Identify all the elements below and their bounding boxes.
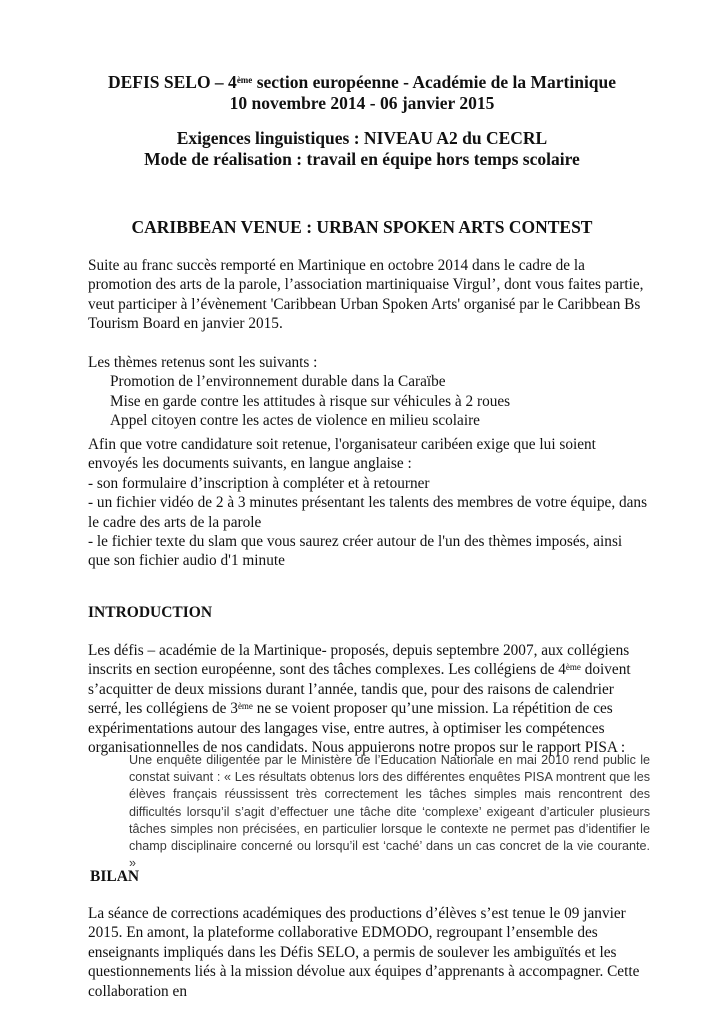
document-item: - un fichier vidéo de 2 à 3 minutes présentant les talents des membres de votre équipe, dans le cadre des arts de la parole [88, 494, 648, 531]
document-item: - son formulaire d’inscription à compléter et à retourner [88, 474, 430, 492]
document-title [0, 72, 724, 93]
themes-block [88, 353, 648, 431]
theme-item: Appel citoyen contre les actes de violence en milieu scolaire [110, 412, 480, 430]
realisation-mode: Mode de réalisation : travail en équipe hors temps scolaire [144, 149, 580, 169]
language-requirements: Exigences linguistiques : NIVEAU A2 du CECRL [176, 128, 548, 148]
intro-superscript: ème [565, 662, 581, 673]
pisa-quote: Une enquête diligentée par le Ministère de l’Education Nationale en mai 2010 rend public le constat suivant : « Les résultats obtenus lors des différentes enquêtes PISA montrent que les élèves français réussissent très correctement les tâches simples mais rencontrent des difficultés lorsqu’il s’agit d’effectuer une tâche dite ‘complexe’ exigeant d’articuler plusieurs tâches simples non précisées, en particulier lorsque le contexte ne permet pas d’identifier le champ disciplinaire concerné ou lorsqu’il est ‘caché’ dans un cas concret de la vie courante. » [129, 753, 650, 871]
document-item: - le fichier texte du slam que vous saurez créer autour de l'un des thèmes imposés, ainsi que son fichier audio d'1 minute [88, 533, 623, 570]
title-part1: DEFIS SELO – 4 [107, 72, 237, 92]
bilan-paragraph: La séance de corrections académiques des productions d’élèves s’est tenue le 09 janvier 2015. En amont, la plateforme collaborative EDMODO, regroupant l’ensemble des enseignants impliqués dans les Défis SELO, a permis de soulever les ambiguïtés et les questionnements liés à la mission dévolue aux équipes d’apprenants à accompagner. Cette collaboration en [88, 905, 640, 1000]
document-dates: 10 novembre 2014 - 06 janvier 2015 [229, 93, 495, 113]
bilan-heading: BILAN [90, 868, 140, 885]
themes-intro: Les thèmes retenus sont les suivants : [88, 354, 318, 371]
documents-intro: Afin que votre candidature soit retenue, l'organisateur caribéen exige que lui soient envoyés les documents suivants, en langue anglaise : [88, 436, 596, 473]
documents-block [88, 435, 648, 571]
intro-superscript: ème [237, 701, 253, 712]
contest-intro: Suite au franc succès remporté en Martinique en octobre 2014 dans le cadre de la promotion des arts de la parole, l’association martiniquaise Virgul’, dont vous faites partie, veut participer à l’évènement 'Caribbean Urban Spoken Arts' organisé par le Caribbean Bs Tourism Board en janvier 2015. [88, 257, 644, 333]
contest-title: CARIBBEAN VENUE : URBAN SPOKEN ARTS CONTEST [131, 217, 593, 237]
intro-text-c: ne se voient proposer qu’une mission. La répétition de ces expérimentations autour des langages vise, entre autres, à optimiser les compétences organisationnelles de nos candidats. Nous appuierons notre propos sur le rapport PISA : [88, 700, 626, 757]
theme-item: Mise en garde contre les attitudes à risque sur véhicules à 2 roues [110, 392, 511, 410]
theme-item: Promotion de l’environnement durable dans la Caraïbe [110, 373, 446, 391]
title-superscript: ème [236, 75, 253, 85]
title-part2: section européenne - Académie de la Martinique [252, 72, 617, 92]
intro-text-a: Les défis – académie de la Martinique- proposés, depuis septembre 2007, aux collégiens inscrits en section européenne, sont des tâches complexes. Les collégiens de 4 [88, 642, 630, 679]
introduction-paragraph [88, 641, 648, 757]
introduction-heading: INTRODUCTION [88, 604, 213, 621]
intro-text-b: doivent s’acquitter de deux missions durant l’année, tandis que, pour des raisons de calendrier serré, les collégiens de 3 [88, 661, 631, 718]
